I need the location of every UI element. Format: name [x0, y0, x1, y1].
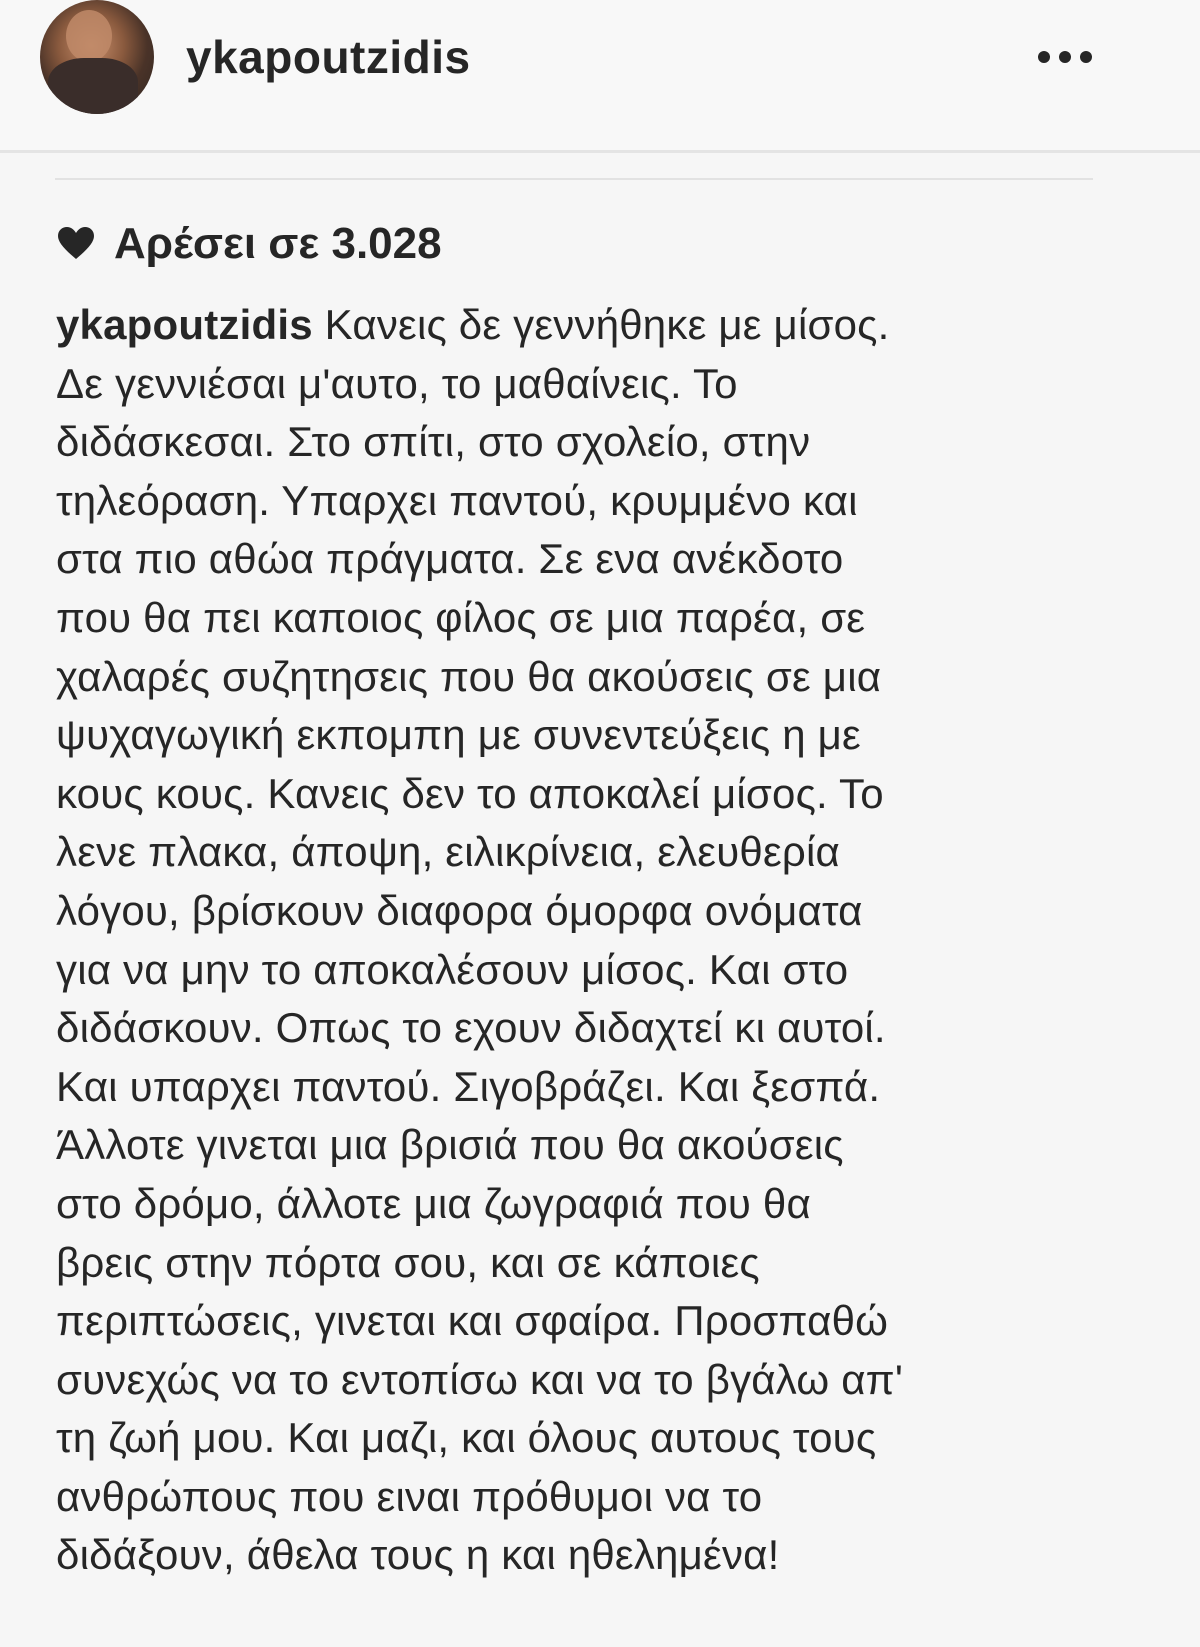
caption-line: διδάσκεσαι. Στο σπίτι, στο σχολείο, στην: [56, 418, 811, 466]
caption-line: στο δρόμο, άλλοτε μια ζωγραφιά που θα: [56, 1179, 811, 1227]
caption-line: τηλεόραση. Υπαρχει παντού, κρυμμένο και: [56, 476, 858, 524]
caption-line: λενε πλακα, άποψη, ειλικρίνεια, ελευθερία: [56, 828, 840, 876]
caption-line: ψυχαγωγική εκπομπη με συνεντεύξεις η με: [56, 711, 861, 759]
caption-line: χαλαρές συζητησεις που θα ακούσεις σε μια: [56, 652, 882, 700]
username-link[interactable]: ykapoutzidis: [186, 31, 471, 83]
caption-line: λόγου, βρίσκουν διαφορα όμορφα ονόματα: [56, 886, 863, 934]
caption-line: περιπτώσεις, γινεται και σφαίρα. Προσπαθώ: [56, 1297, 889, 1345]
caption-line: κους κους. Κανεις δεν το αποκαλεί μίσος. Το: [56, 769, 884, 817]
caption-line: στα πιο αθώα πράγματα. Σε ενα ανέκδοτο: [56, 535, 844, 583]
more-dot: [1038, 51, 1050, 63]
caption-line: [56, 296, 1156, 355]
caption-line: Δε γεννιέσαι μ'αυτο, το μαθαίνεις. Το: [56, 359, 738, 407]
likes-count[interactable]: Αρέσει σε 3.028: [114, 219, 442, 268]
caption-line: που θα πει καποιος φίλος σε μια παρέα, σε: [56, 593, 866, 641]
avatar[interactable]: [40, 0, 154, 114]
caption-line: ανθρώπους που ειναι πρόθυμοι να το: [56, 1472, 763, 1520]
caption-line: τη ζωή μου. Και μαζι, και όλους αυτους τους: [56, 1414, 877, 1462]
caption-text: Κανεις δε γεννήθηκε με μίσος.: [312, 301, 890, 348]
section-divider: [55, 178, 1093, 180]
avatar-shirt: [48, 58, 138, 114]
caption-line: Και υπαρχει παντού. Σιγοβράζει. Και ξεσπά.: [56, 1062, 881, 1110]
post-caption: [56, 296, 1156, 1585]
caption-line: Άλλοτε γινεται μια βρισιά που θα ακούσεις: [56, 1121, 844, 1169]
post-header: [0, 0, 1200, 153]
avatar-face: [66, 10, 112, 62]
more-dot: [1059, 51, 1071, 63]
caption-line: διδάσκουν. Οπως το εχουν διδαχτεί κι αυτοί.: [56, 1004, 886, 1052]
caption-line: συνεχώς να το εντοπίσω και να το βγάλω απ': [56, 1355, 904, 1403]
heart-icon[interactable]: [58, 227, 94, 261]
caption-line: διδάξουν, άθελα τους η και ηθελημένα!: [56, 1531, 780, 1579]
caption-author-link[interactable]: ykapoutzidis: [56, 301, 313, 348]
more-options-icon[interactable]: [1038, 50, 1092, 64]
likes-row[interactable]: [58, 214, 442, 274]
more-dot: [1080, 51, 1092, 63]
caption-line: για να μην το αποκαλέσουν μίσος. Και στο: [56, 945, 849, 993]
caption-line: βρεις στην πόρτα σου, και σε κάποιες: [56, 1238, 760, 1286]
